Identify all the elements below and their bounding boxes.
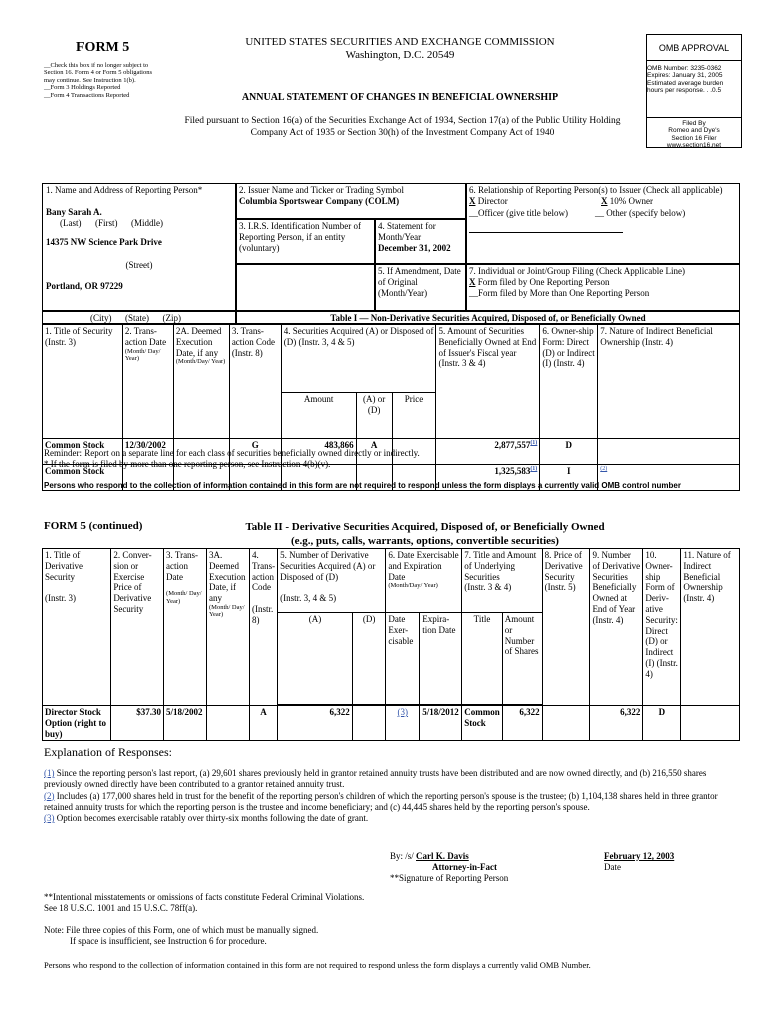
collection-notice: Persons who respond to the collection of information contained in this form are not required to respond unless the form displays a currently valid OMB control number xyxy=(44,481,681,490)
t2-h-title: 1. Title of Derivative Security (Instr. 3) xyxy=(43,549,111,706)
note-ref-2[interactable]: (2) xyxy=(44,790,55,801)
footnote-link-1[interactable]: (1) xyxy=(530,440,538,446)
statement-title: ANNUAL STATEMENT OF CHANGES IN BENEFICIAL OWNERSHIP xyxy=(241,92,559,103)
checkbox-no-longer-subject[interactable]: __Check this box if no longer subject to Section 16. Form 4 or Form 5 obligations may continue. See Instruction 1(b). xyxy=(44,62,152,84)
box-filing xyxy=(466,264,740,311)
footnote-link-3[interactable]: (3) xyxy=(397,707,409,717)
form5-continued: FORM 5 (continued) xyxy=(44,520,143,532)
filed-by: Filed By Romeo and Dye's Section 16 Filer www.section16.net xyxy=(647,117,741,150)
box-reporting-person xyxy=(42,183,236,311)
t1-h-acquired: 4. Securities Acquired (A) or Disposed of (D) (Instr. 3, 4 & 5) xyxy=(281,325,436,393)
note-ref-3[interactable]: (3) xyxy=(44,813,55,823)
footer-violations: **Intentional misstatements or omissions of facts constitute Federal Criminal Violations. See 18 U.S.C. 1001 and 15 U.S.C. 78ff(a). xyxy=(44,892,365,913)
signature-label: **Signature of Reporting Person xyxy=(390,872,509,883)
checkbox-form3[interactable]: __Form 3 Holdings Reported xyxy=(44,84,121,92)
t2-h-deemed: 3A. Deemed Execution Date, if any (Month/ Day/ Year) xyxy=(207,549,250,706)
t2-h-date: 3. Trans-action Date (Month/ Day/ Year) xyxy=(164,549,207,706)
t2-h-exercise: 6. Date Exercisable and Expiration Date (Month/Day/ Year) xyxy=(386,549,462,613)
statement-label: 4. Statement for Month/Year xyxy=(378,221,436,242)
statement-date: December 31, 2002 xyxy=(378,242,451,253)
omb-approval-box xyxy=(646,34,742,148)
t1-h-deemed: 2A. Deemed Execution Date, if any (Month/Day/ Year) xyxy=(173,325,229,439)
street-address: 14375 NW Science Park Drive xyxy=(46,237,162,248)
t2-h-nature: 11. Nature of Indirect Beneficial Ownership (Instr. 4) xyxy=(681,549,740,706)
t2-h-number: 5. Number of Derivative Securities Acquired (A) or Disposed of (D) (Instr. 3, 4 & 5) xyxy=(278,549,386,613)
agency-heading: UNITED STATES SECURITIES AND EXCHANGE COMMISSION Washington, D.C. 20549 xyxy=(245,36,555,62)
filed-pursuant: Filed pursuant to Section 16(a) of the Securities Exchange Act of 1934, Section 17(a) of the Public Utility Holding Company Act of 1935 or Section 30(h) of the Investment Company Act of 1940 xyxy=(184,116,621,138)
omb-title: OMB APPROVAL xyxy=(647,35,741,61)
signature-block: By: /s/ Carl K. Davis Attorney-in-Fact **Signature of Reporting Person xyxy=(390,851,610,883)
omb-details: OMB Number: 3235-0362 Expires: January 31, 2005 Estimated average burden hours per response. . .0.5 xyxy=(647,64,724,95)
t2-h-deriv-price: 8. Price of Derivative Security (Instr. 5) xyxy=(542,549,590,706)
box-amendment: 5. If Amendment, Date of Original (Month/Year) xyxy=(375,264,466,311)
t2-h-form: 10. Owner-ship Form of Deriv-ative Security: Direct (D) or Indirect (I) (Instr. 4) xyxy=(643,549,681,706)
table-row: Common Stock 1,325,583$^{(1)}$ I $^{(2)}$ xyxy=(43,465,740,491)
reminder: Reminder: Report on a separate line for each class of securities beneficially owned directly or indirectly. * If the form is filed by more than one reporting person, see Instruction 4(b)(v). xyxy=(44,448,420,469)
checkbox-form4[interactable]: __Form 4 Transactions Reported xyxy=(44,91,130,99)
reporting-person-name: Bany Sarah A. xyxy=(46,206,102,217)
t1-h-date: 2. Trans-action Date (Month/ Day/ Year) xyxy=(122,325,173,439)
city-labels-row: (City) (State) (Zip) xyxy=(42,311,236,324)
t2-h-u-title: Title xyxy=(462,613,503,705)
city-state-zip: Portland, OR 97229 xyxy=(46,280,123,291)
note-3: (3) Option becomes exercisable ratably over thirty-six months following the date of grant. xyxy=(44,813,369,823)
street-label: (Street) xyxy=(125,260,153,271)
filing-label: 7. Individual or Joint/Group Filing (Check Applicable Line) xyxy=(469,266,685,276)
filing-more-check[interactable]: __Form filed by More than One Reporting Person xyxy=(469,287,650,298)
t1-h-amount: Amount xyxy=(281,393,356,439)
issuer-name: Columbia Sportswear Company (COLM) xyxy=(239,195,400,206)
box-statement xyxy=(375,219,466,264)
box-irs-lower xyxy=(236,264,375,311)
table2-title: Table II - Derivative Securities Acquired, Disposed of, or Beneficially Owned (e.g., puts, calls, warrants, options, convertible securities) xyxy=(245,521,605,548)
table1-title: Table I — Non-Derivative Securities Acquired, Disposed of, or Beneficially Owned xyxy=(236,311,740,324)
box1-label: 1. Name and Address of Reporting Person* xyxy=(46,185,203,195)
officer-title-line xyxy=(469,232,623,233)
explanation-title: Explanation of Responses: xyxy=(44,745,172,759)
box-relationship xyxy=(466,183,740,264)
note-2: (2) Includes (a) 177,000 shares held in trust for the benefit of the reporting person's children of which the reporting person's spouse is the trustee; (b) 1,104,138 shares held in three grantor retained annuity trusts for which the reporting person is the trustee and income beneficiary; and (c) 44,445 shares held by the reporting person's spouse. xyxy=(44,790,718,812)
t1-h-nature: 7. Nature of Indirect Beneficial Ownership (Instr. 4) xyxy=(598,325,740,439)
note-1: (1) Since the reporting person's last report, (a) 29,601 shares previously held in grantor retained annuity trusts have been distributed and are now owned directly, and (b) 216,550 shares previously owned directly have been contributed to a grantor retained annuity trust. xyxy=(44,768,707,790)
t1-h-ad: (A) or (D) xyxy=(356,393,392,439)
footer-final: Persons who respond to the collection of information contained in this form are not required to respond unless the form displays a currently valid OMB Number. xyxy=(44,960,591,970)
signer-name: Carl K. Davis xyxy=(416,851,469,861)
t1-h-title: 1. Title of Security (Instr. 3) xyxy=(43,325,123,439)
t1-h-price: Price xyxy=(392,393,436,439)
t2-h-d: (D) xyxy=(352,613,386,705)
checkbox-list xyxy=(44,62,156,99)
footer-note: Note: File three copies of this Form, one of which must be manually signed. If space is insufficient, see Instruction 6 for procedure. xyxy=(44,925,319,946)
footnote-link-2[interactable]: (2) xyxy=(600,466,608,472)
other-check[interactable]: __ Other (specify below) xyxy=(595,207,686,218)
box-issuer xyxy=(236,183,466,219)
issuer-label: 2. Issuer Name and Ticker or Trading Symbol xyxy=(239,185,404,195)
t2-h-u-amount: Amount or Number of Shares xyxy=(502,613,542,705)
table2 xyxy=(42,548,740,741)
signature-date: February 12, 2003 xyxy=(604,851,675,861)
name-parts-label: (Last) (First) (Middle) xyxy=(60,217,163,228)
t2-h-code: 4. Trans-action Code (Instr. 8) xyxy=(249,549,277,706)
officer-check[interactable]: __Officer (give title below) xyxy=(469,207,569,218)
t1-h-owned: 5. Amount of Securities Beneficially Owned at End of Issuer's Fiscal year (Instr. 3 & 4) xyxy=(436,325,540,439)
t2-h-price: 2. Conver-sion or Exercise Price of Derivative Security xyxy=(111,549,164,706)
filing-one-check[interactable]: X Form filed by One Reporting Person xyxy=(469,276,610,287)
form-title: FORM 5 xyxy=(76,40,130,55)
t1-h-code: 3. Trans-action Code (Instr. 8) xyxy=(229,325,281,439)
t2-h-exercisable: Date Exer-cisable xyxy=(386,613,420,705)
director-check[interactable]: X Director xyxy=(469,195,508,206)
t2-h-owned: 9. Number of Derivative Securities Beneficially Owned at End of Year (Instr. 4) xyxy=(590,549,643,706)
relationship-label: 6. Relationship of Reporting Person(s) to Issuer (Check all applicable) xyxy=(469,185,723,195)
date-block xyxy=(604,851,734,873)
t2-h-expiration: Expira-tion Date xyxy=(420,613,462,705)
table-row: Common Stock 12/30/2002 G 483,866 A 2,877,557$^{(1)}$ D xyxy=(43,439,740,465)
note-ref-1[interactable]: (1) xyxy=(44,768,55,778)
table-row: Director Stock Option (right to buy) $37.30 5/18/2002 A 6,322 (3) 5/18/2012 Common Stock 6,322 6,322 D xyxy=(43,706,740,741)
date-label: Date xyxy=(604,861,621,872)
t1-h-form: 6. Owner-ship Form: Direct (D) or Indirect (I) (Instr. 4) xyxy=(540,325,598,439)
ten-percent-check[interactable]: X 10% Owner xyxy=(601,195,653,206)
explanation-notes xyxy=(44,768,734,824)
box-irs: 3. I.R.S. Identification Number of Reporting Person, if an entity (voluntary) xyxy=(236,219,375,264)
footnote-link-1b[interactable]: (1) xyxy=(530,466,538,472)
t2-h-underlying: 7. Title and Amount of Underlying Securities (Instr. 3 & 4) xyxy=(462,549,542,613)
signer-role: Attorney-in-Fact xyxy=(432,861,497,872)
t2-h-a: (A) xyxy=(278,613,353,705)
